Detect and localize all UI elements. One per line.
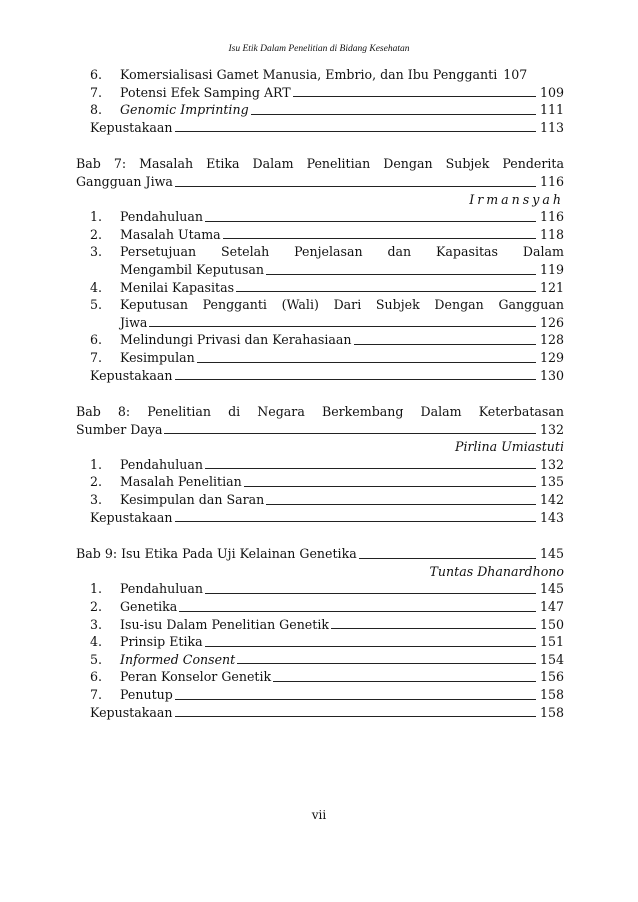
leader-line xyxy=(237,663,536,664)
toc-entry[interactable]: 5. Informed Consent 154 xyxy=(90,651,564,667)
leader-line xyxy=(293,96,536,97)
toc-entry[interactable]: 5. Keputusan Pengganti (Wali) Dari Subjek Dengan Gangguan xyxy=(90,297,564,313)
toc-entry[interactable]: 1. Pendahuluan 145 xyxy=(90,581,564,597)
chapter-author: Tuntas Dhanardhono xyxy=(429,563,564,579)
page-number: vii xyxy=(311,808,327,822)
running-header: Isu Etik Dalam Penelitian di Bidang Kesehatan xyxy=(228,44,410,54)
chapter-page: 132 xyxy=(539,421,564,437)
toc-entry[interactable]: 6. Peran Konselor Genetik 156 xyxy=(90,669,564,685)
leader-line xyxy=(149,326,536,327)
leader-line xyxy=(205,646,536,647)
leader-line xyxy=(175,379,536,380)
chapter-title-line1[interactable]: Bab 8: Penelitian di Negara Berkembang Dalam Keterbatasan xyxy=(76,404,564,420)
entry-number: 8. xyxy=(90,102,103,118)
toc-entry[interactable]: 2. Genetika 147 xyxy=(90,599,564,615)
toc-entry[interactable]: 4. Menilai Kapasitas 121 xyxy=(90,279,564,295)
toc-entry[interactable]: 4. Prinsip Etika 151 xyxy=(90,634,564,650)
leader-line xyxy=(359,558,536,559)
leader-line xyxy=(175,716,536,717)
toc-entry[interactable]: 3. Kesimpulan dan Saran 142 xyxy=(90,492,564,508)
leader-line xyxy=(175,131,536,132)
toc-entry[interactable]: 6. Melindungi Privasi dan Kerahasiaan 128 xyxy=(90,332,564,348)
chapter-title-line1[interactable]: Bab 7: Masalah Etika Dalam Penelitian Dengan Subjek Penderita xyxy=(76,156,564,172)
leader-line xyxy=(354,344,536,345)
entry-title: Genomic Imprinting xyxy=(120,102,249,118)
entry-title: Potensi Efek Samping ART xyxy=(120,84,291,100)
leader-line xyxy=(266,504,536,505)
chapter-author: Pirlina Umiastuti xyxy=(454,439,564,455)
toc-entry[interactable] xyxy=(76,66,564,84)
leader-line xyxy=(205,593,536,594)
chapter-title-line2[interactable]: Gangguan Jiwa 116 xyxy=(76,173,564,189)
chapter-page: 116 xyxy=(539,173,564,189)
leader-line xyxy=(175,699,536,700)
entry-page: 109 xyxy=(539,84,564,100)
entry-title: Kepustakaan xyxy=(90,119,173,135)
toc-entry[interactable]: 1. Pendahuluan 116 xyxy=(90,209,564,225)
leader-line xyxy=(164,433,536,434)
toc-entry[interactable]: 2. Masalah Utama 118 xyxy=(90,226,564,242)
toc-entry[interactable] xyxy=(76,101,564,119)
leader-line xyxy=(331,628,536,629)
toc-entry[interactable]: 2. Masalah Penelitian 135 xyxy=(90,474,564,490)
toc-entry[interactable]: 3. Persetujuan Setelah Penjelasan dan Kapasitas Dalam xyxy=(90,244,564,260)
leader-line xyxy=(236,291,536,292)
entry-title: Komersialisasi Gamet Manusia, Embrio, dan Ibu Pengganti xyxy=(120,67,498,82)
toc-entry-kepustakaan[interactable]: Kepustakaan 158 xyxy=(90,704,564,720)
toc-entry-continued[interactable]: Mengambil Keputusan 119 xyxy=(120,261,564,277)
toc-entry[interactable]: 3. Isu-isu Dalam Penelitian Genetik 150 xyxy=(90,616,564,632)
entry-page: 113 xyxy=(539,119,564,135)
leader-line xyxy=(266,274,536,275)
toc-entry[interactable] xyxy=(76,84,564,102)
leader-line xyxy=(197,362,536,363)
leader-line xyxy=(205,468,536,469)
toc-entry[interactable]: 7. Kesimpulan 129 xyxy=(90,349,564,365)
leader-line xyxy=(244,486,536,487)
chapter-author: Irmansyah xyxy=(469,191,564,207)
leader-line xyxy=(205,221,536,222)
entry-number: 7. xyxy=(90,84,103,100)
leader-line xyxy=(175,186,536,187)
chapter-page: 145 xyxy=(539,546,564,562)
toc-entry-kepustakaan[interactable]: Kepustakaan 143 xyxy=(90,509,564,525)
entry-number: 6. xyxy=(90,67,103,82)
leader-line xyxy=(223,238,536,239)
toc-entry[interactable]: 7. Penutup 158 xyxy=(90,687,564,702)
leader-line xyxy=(175,521,536,522)
leader-line xyxy=(179,611,536,612)
toc-entry-kepustakaan[interactable]: Kepustakaan 130 xyxy=(90,367,564,383)
entry-page: 111 xyxy=(539,102,564,118)
entry-title-justified: Keputusan Pengganti (Wali) Dari Subjek Dengan Gangguan xyxy=(120,297,564,313)
toc-entry-kepustakaan[interactable] xyxy=(76,119,564,137)
chapter-title-line2[interactable]: Sumber Daya 132 xyxy=(76,421,564,437)
entry-title-justified: Persetujuan Setelah Penjelasan dan Kapasitas Dalam xyxy=(120,244,564,260)
leader-line xyxy=(273,681,536,682)
leader-line xyxy=(251,114,536,115)
entry-page: 107 xyxy=(503,67,528,82)
toc-entry-continued[interactable]: Jiwa 126 xyxy=(120,314,564,330)
chapter-title[interactable]: Bab 9: Isu Etika Pada Uji Kelainan Genetika 145 xyxy=(76,546,564,562)
toc-content xyxy=(76,66,564,721)
toc-entry[interactable]: 1. Pendahuluan 132 xyxy=(90,456,564,472)
